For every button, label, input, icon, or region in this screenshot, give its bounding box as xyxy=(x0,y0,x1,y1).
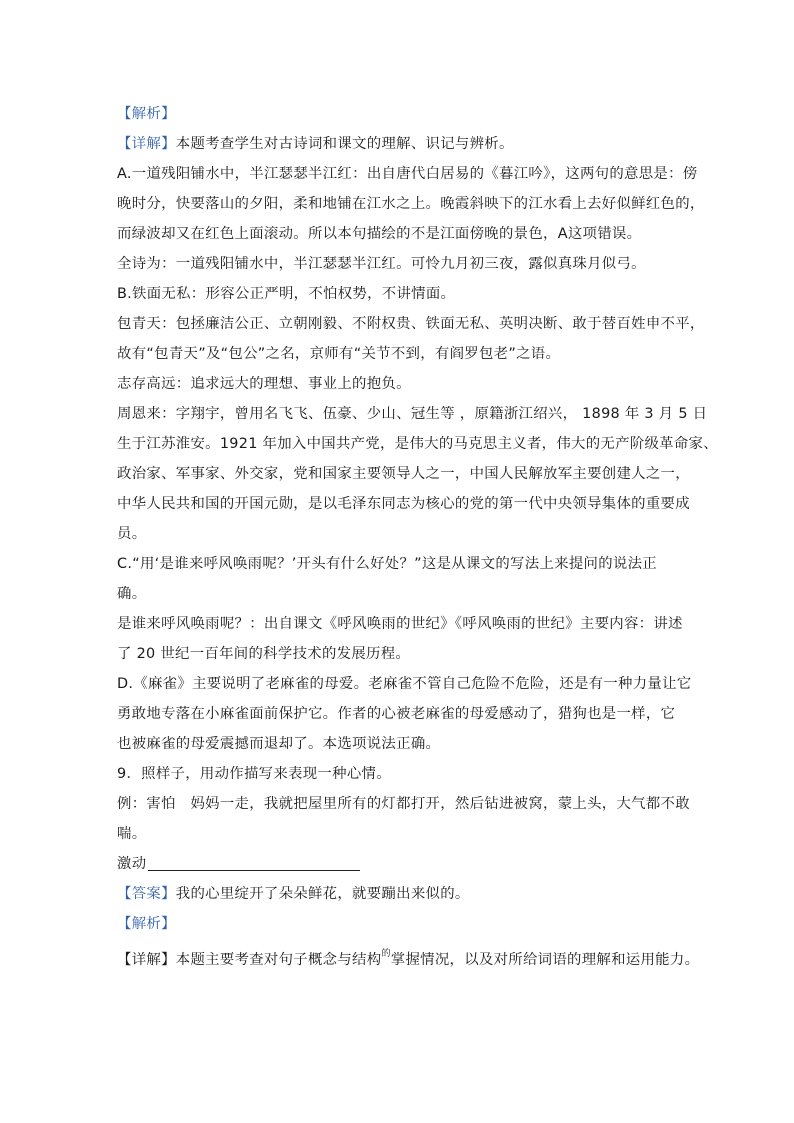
option-a-line-1: A.一道残阳铺水中，半江瑟瑟半江红：出自唐代白居易的《暮江吟》，这两句的意思是：傍 xyxy=(117,166,698,182)
answer-blank[interactable] xyxy=(148,853,360,871)
answer-text: 我的心里绽开了朵朵鲜花，就要蹦出来似的。 xyxy=(175,886,470,902)
answer-tag: 【答案】 xyxy=(117,886,176,902)
example-line-2: 喘。 xyxy=(117,826,147,842)
detail-sup: 的 xyxy=(381,949,391,959)
option-a-line-3: 而绿波却又在红色上面滚动。所以本句描绘的不是江面傍晚的景色，A这项错误。 xyxy=(117,226,642,242)
answer-paragraph xyxy=(117,881,682,907)
detail-tag-2: 【详解】 xyxy=(117,952,176,968)
zhou-enlai-line-5: 员。 xyxy=(117,526,147,542)
detail-paragraph-2 xyxy=(117,941,700,968)
question-9: 9．照样子，用动作描写来表现一种心情。 xyxy=(117,766,391,782)
option-a-line-2: 晚时分，快要落山的夕阳，柔和地铺在江水之上。晚霞斜映下的江水看上去好似鲜红色的， xyxy=(117,196,705,212)
option-b-line: B.铁面无私：形容公正严明，不怕权势，不讲情面。 xyxy=(117,286,456,302)
option-c-line-1: C.“用‘是谁来呼风唤雨呢？’开头有什么好处？”这是从课文的写法上来提问的说法正 xyxy=(117,556,657,572)
full-poem-line: 全诗为：一道残阳铺水中，半江瑟瑟半江红。可怜九月初三夜，露似真珠月似弓。 xyxy=(117,256,646,272)
analysis-tag-2: 【解析】 xyxy=(117,916,176,932)
option-d-line-2: 勇敢地专落在小麻雀面前保护它。作者的心被老麻雀的母爱感动了，猎狗也是一样，它 xyxy=(117,706,676,722)
zhicun-line: 志存高远：追求远大的理想、事业上的抱负。 xyxy=(117,376,411,392)
zhou-enlai-line-2: 生于江苏淮安。1921 年加入中国共产党，是伟大的马克思主义者，伟大的无产阶级革命家、 xyxy=(117,436,718,452)
example-line-1: 例：害怕 妈妈一走，我就把屋里所有的灯都打开，然后钻进被窝，蒙上头，大气都不敢 xyxy=(117,796,690,812)
bao-qingtian-line-1: 包青天：包拯廉洁公正、立朝刚毅、不附权贵、铁面无私、英明决断、敢于替百姓申不平， xyxy=(117,316,705,332)
blank-line xyxy=(117,851,682,877)
shishui-line-2: 了 20 世纪一百年间的科学技术的发展历程。 xyxy=(117,646,411,662)
option-d-line-3: 也被麻雀的母爱震撼而退却了。本选项说法正确。 xyxy=(117,736,441,752)
detail-text-2b: 掌握情况，以及对所给词语的理解和运用能力。 xyxy=(390,952,700,968)
bao-qingtian-line-2: 故有“包青天”及“包公”之名，京师有“关节不到，有阎罗包老”之语。 xyxy=(117,346,561,362)
zhou-enlai-line-1: 周恩来：字翔宇，曾用名飞飞、伍豪、少山、冠生等 ，原籍浙江绍兴， 1898 年 3 月 5 日 xyxy=(117,406,708,422)
detail-tag: 【详解】 xyxy=(117,136,176,152)
detail-text: 本题考查学生对古诗词和课文的理解、识记与辨析。 xyxy=(175,136,514,152)
option-c-line-2: 确。 xyxy=(117,586,147,602)
option-d-line-1: D.《麻雀》主要说明了老麻雀的母爱。老麻雀不管自己危险不危险，还是有一种力量让它 xyxy=(117,676,692,692)
shishui-line-1: 是谁来呼风唤雨呢？：出自课文《呼风唤雨的世纪》《呼风唤雨的世纪》主要内容：讲述 xyxy=(117,616,683,632)
analysis-tag: 【解析】 xyxy=(117,106,176,122)
document-page xyxy=(117,101,718,968)
zhou-enlai-line-3: 政治家、军事家、外交家，党和国家主要领导人之一，中国人民解放军主要创建人之一， xyxy=(117,466,690,482)
blank-label: 激动 xyxy=(117,856,147,872)
detail-paragraph xyxy=(117,131,682,157)
detail-text-2a: 本题主要考查对句子概念与结构 xyxy=(175,952,382,968)
zhou-enlai-line-4: 中华人民共和国的开国元勋，是以毛泽东同志为核心的党的第一代中央领导集体的重要成 xyxy=(117,496,690,512)
